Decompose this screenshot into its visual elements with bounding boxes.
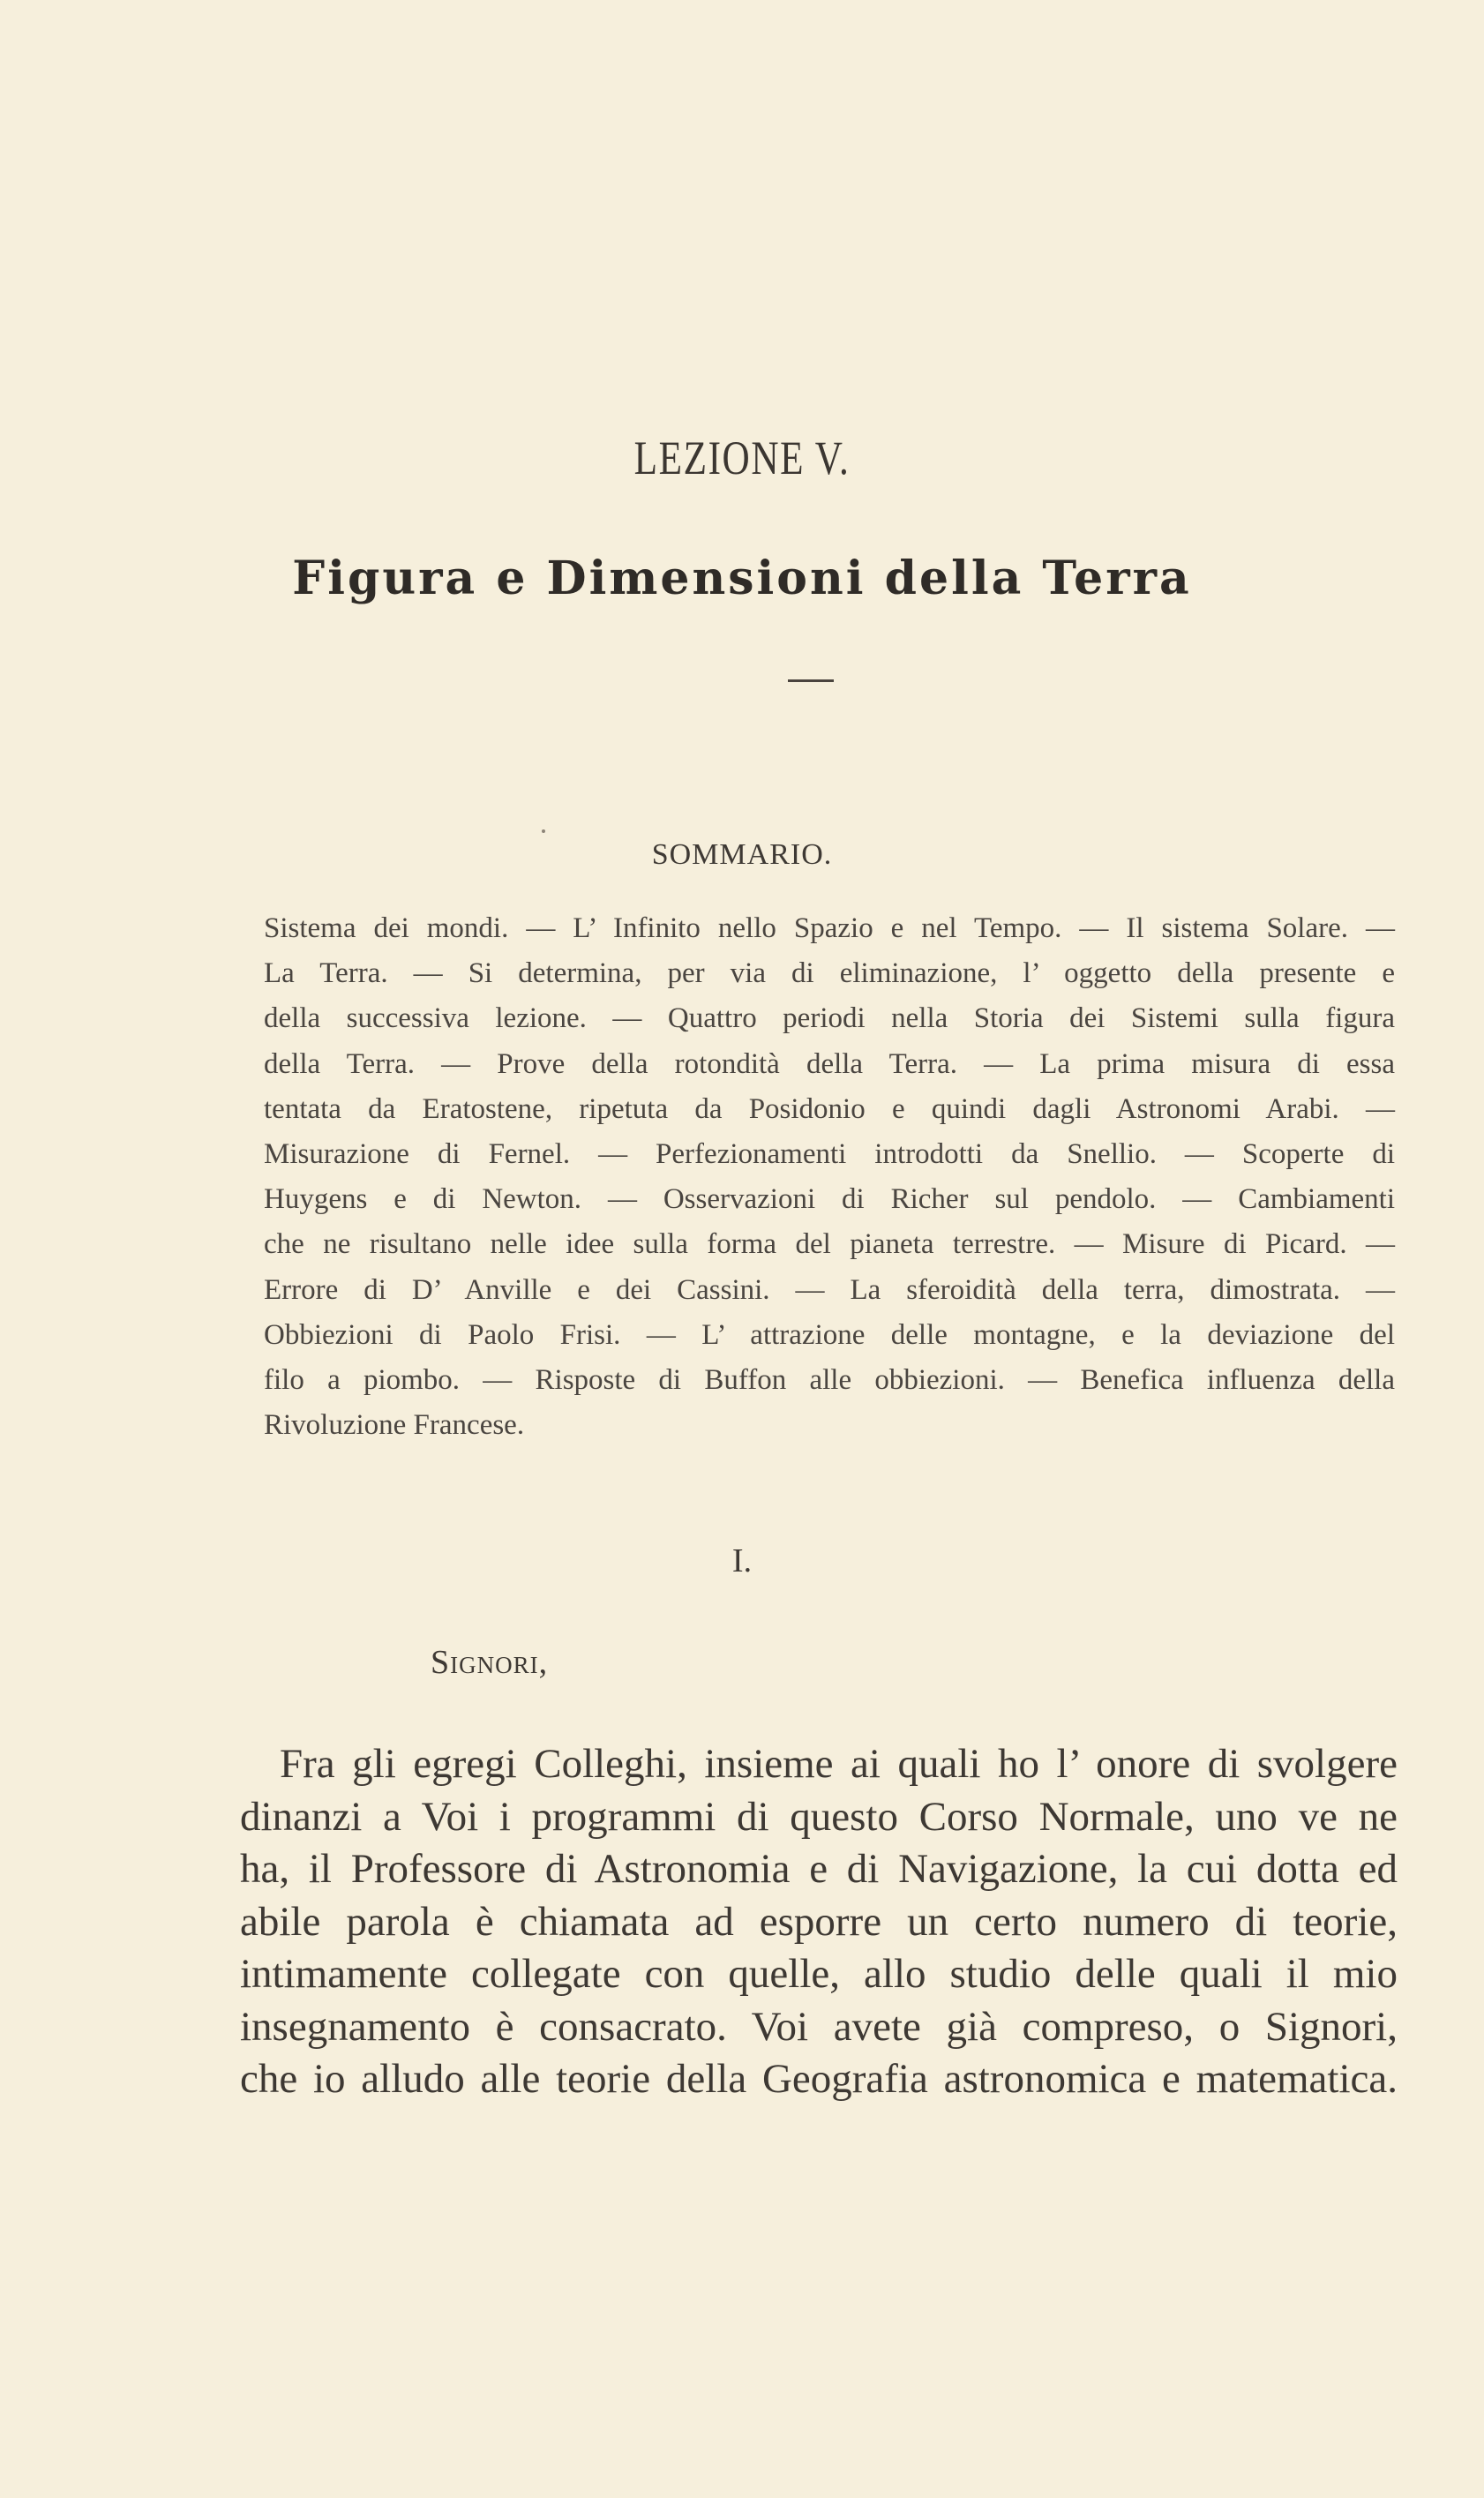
body-line: intimamente collegate con quelle, allo studio delle quali il mio (240, 1951, 1398, 1997)
section-number: I. (731, 1542, 753, 1579)
salutation: Signori, (431, 1644, 549, 1681)
body-line: abile parola è chiamata ad esporre un certo numero di teorie, (240, 1898, 1398, 1945)
summary-paragraph (264, 906, 1395, 1448)
body-line: Fra gli egregi Colleghi, insieme ai quali ho l’ onore di svolgere (280, 1741, 1398, 1787)
summary-line: della successiva lezione. — Quattro periodi nella Storia dei Sistemi sulla figura (264, 1002, 1395, 1035)
summary-line: filo a piombo. — Risposte di Buffon alle obbiezioni. — Benefica influenza della (264, 1363, 1395, 1396)
chapter-subtitle: Figura e Dimensioni della Terra (292, 551, 1192, 605)
paper-speck (542, 829, 545, 833)
body-paragraph (240, 1738, 1398, 2106)
body-line: che io alludo alle teorie della Geografia astronomica e matematica. (240, 2056, 1398, 2102)
summary-line: che ne risultano nelle idee sulla forma del pianeta terrestre. — Misure di Picard. — (264, 1228, 1395, 1261)
summary-line: Huygens e di Newton. — Osservazioni di Richer sul pendolo. — Cambiamenti (264, 1183, 1395, 1216)
summary-line: La Terra. — Si determina, per via di eliminazione, l’ oggetto della presente e (264, 957, 1395, 990)
summary-line: tentata da Eratostene, ripetuta da Posidonio e quindi dagli Astronomi Arabi. — (264, 1092, 1395, 1125)
title-divider (788, 679, 834, 682)
summary-line: Sistema dei mondi. — L’ Infinito nello Spazio e nel Tempo. — Il sistema Solare. — (264, 912, 1395, 944)
summary-line: Misurazione di Fernel. — Perfezionamenti introdotti da Snellio. — Scoperte di (264, 1137, 1395, 1170)
summary-line: Obbiezioni di Paolo Frisi. — L’ attrazione delle montagne, e la deviazione del (264, 1318, 1395, 1351)
body-line: ha, il Professore di Astronomia e di Navigazione, la cui dotta ed (240, 1846, 1398, 1892)
summary-heading: SOMMARIO. (651, 838, 833, 871)
lesson-title: LEZIONE V. (633, 431, 851, 484)
body-line: insegnamento è consacrato. Voi avete già compreso, o Signori, (240, 2003, 1398, 2050)
body-line: dinanzi a Voi i programmi di questo Corso Normale, uno ve ne (240, 1793, 1398, 1840)
summary-line: Errore di D’ Anville e dei Cassini. — La sferoidità della terra, dimostrata. — (264, 1273, 1395, 1306)
summary-line: Rivoluzione Francese. (264, 1409, 525, 1442)
summary-line: della Terra. — Prove della rotondità della Terra. — La prima misura di essa (264, 1047, 1395, 1080)
